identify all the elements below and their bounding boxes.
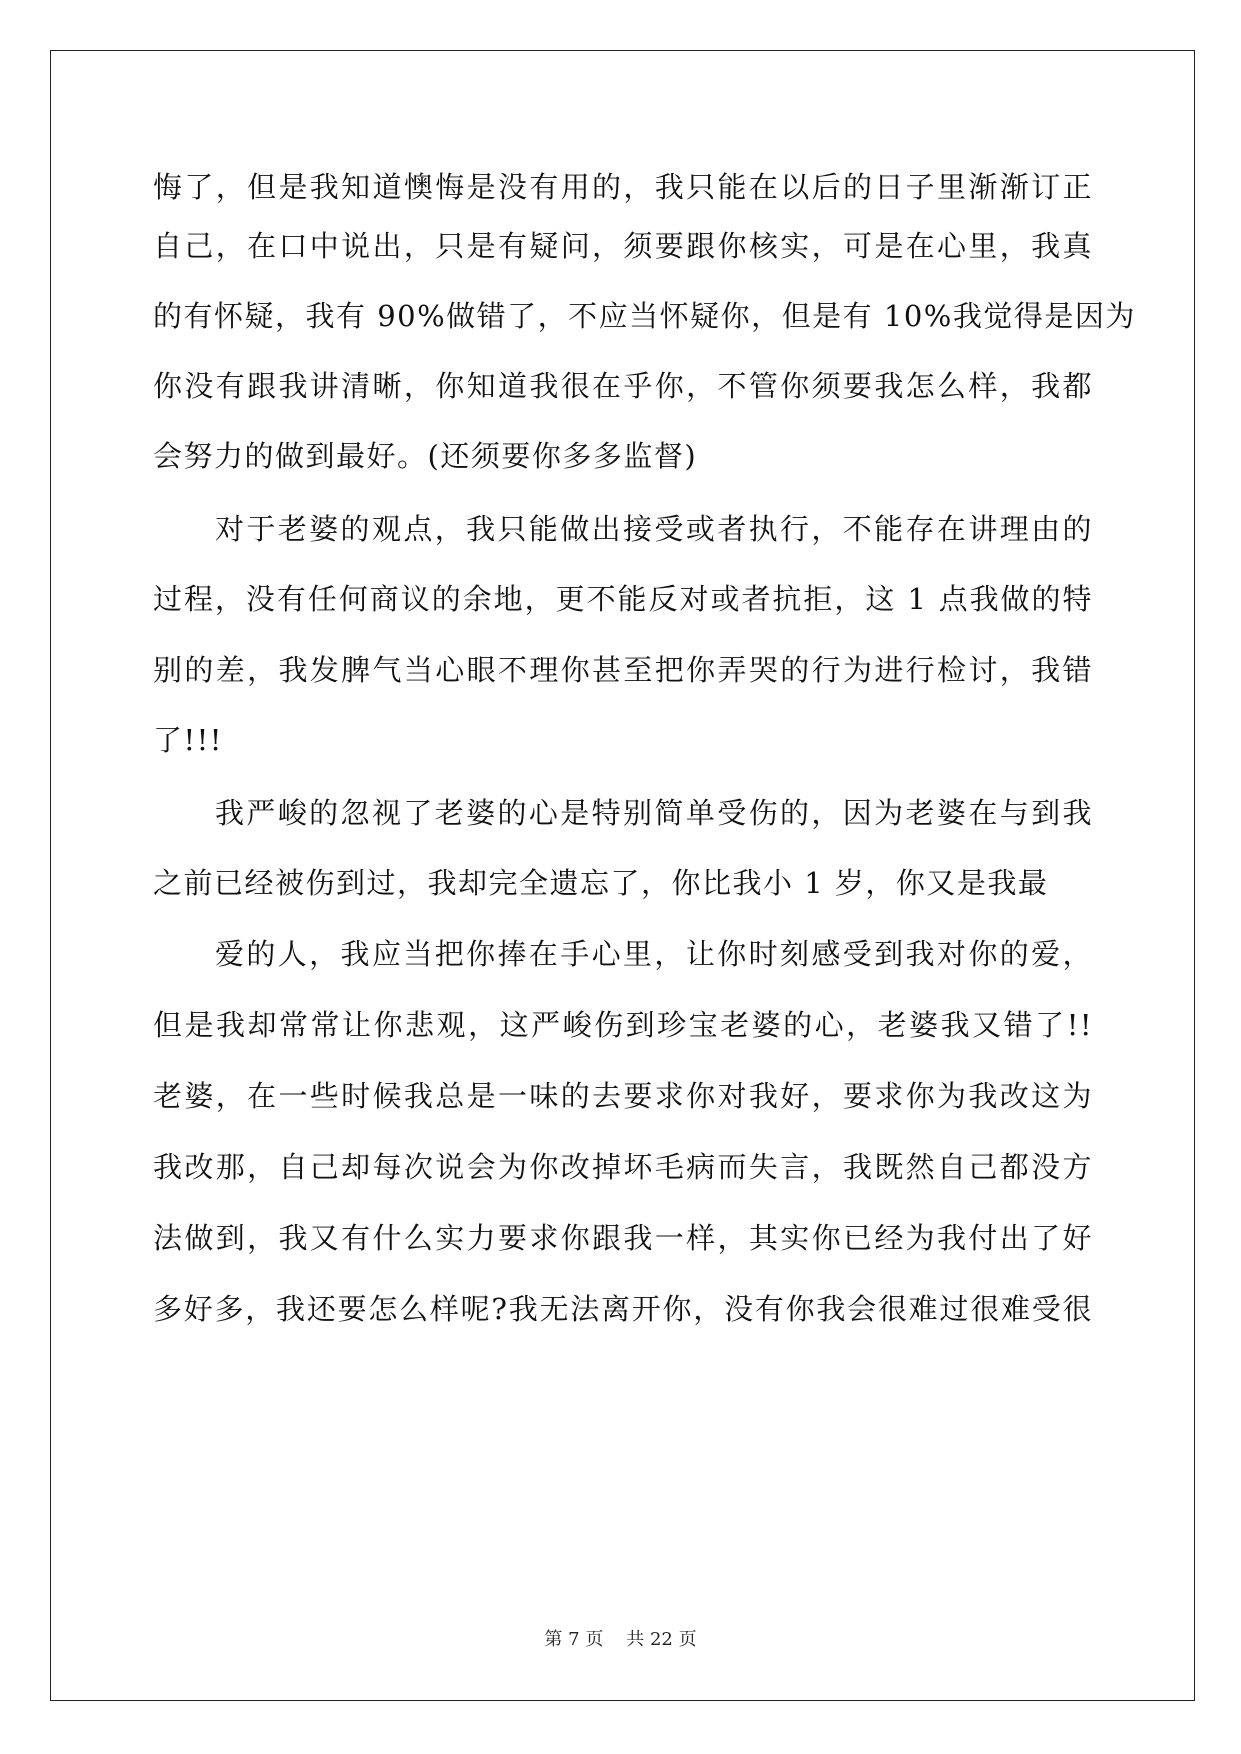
- page-footer: [0, 1628, 1241, 1652]
- body-line-8: 别的差，我发脾气当心眼不理你甚至把你弄哭的行为进行检讨，我错: [153, 653, 1093, 687]
- body-line-5: 会努力的做到最好。(还须要你多多监督): [153, 439, 698, 473]
- body-line-9: 了!!!: [153, 723, 223, 757]
- body-line-10: 我严峻的忽视了老婆的心是特别简单受伤的，因为老婆在与到我: [215, 796, 1093, 830]
- body-line-15: 我改那，自己却每次说会为你改掉坏毛病而失言，我既然自己都没方: [153, 1150, 1093, 1184]
- body-line-6: 对于老婆的观点，我只能做出接受或者执行，不能存在讲理由的: [215, 512, 1093, 546]
- body-line-17: 多好多，我还要怎么样呢?我无法离开你，没有你我会很难过很难受很: [153, 1292, 1093, 1326]
- body-line-2: 自己，在口中说出，只是有疑问，须要跟你核实，可是在心里，我真: [153, 229, 1093, 263]
- body-line-14: 老婆，在一些时候我总是一味的去要求你对我好，要求你为我改这为: [153, 1079, 1093, 1113]
- body-line-1: 悔了，但是我知道懊悔是没有用的，我只能在以后的日子里渐渐订正: [153, 170, 1093, 204]
- body-line-16: 法做到，我又有什么实力要求你跟我一样，其实你已经为我付出了好: [153, 1221, 1093, 1255]
- body-line-3: 的有怀疑，我有 90%做错了，不应当怀疑你，但是有 10%我觉得是因为: [153, 299, 1136, 333]
- body-line-11: 之前已经被伤到过，我却完全遗忘了，你比我小 1 岁，你又是我最: [153, 866, 1049, 900]
- page-total: 共 22 页: [626, 1629, 697, 1650]
- body-line-13: 但是我却常常让你悲观，这严峻伤到珍宝老婆的心，老婆我又错了!!: [153, 1008, 1093, 1042]
- body-line-4: 你没有跟我讲清晰，你知道我很在乎你，不管你须要我怎么样，我都: [153, 369, 1093, 403]
- page-number: 第 7 页: [544, 1629, 604, 1650]
- body-line-7: 过程，没有任何商议的余地，更不能反对或者抗拒，这 1 点我做的特: [153, 582, 1093, 616]
- body-line-12: 爱的人，我应当把你捧在手心里，让你时刻感受到我对你的爱，: [215, 937, 1093, 971]
